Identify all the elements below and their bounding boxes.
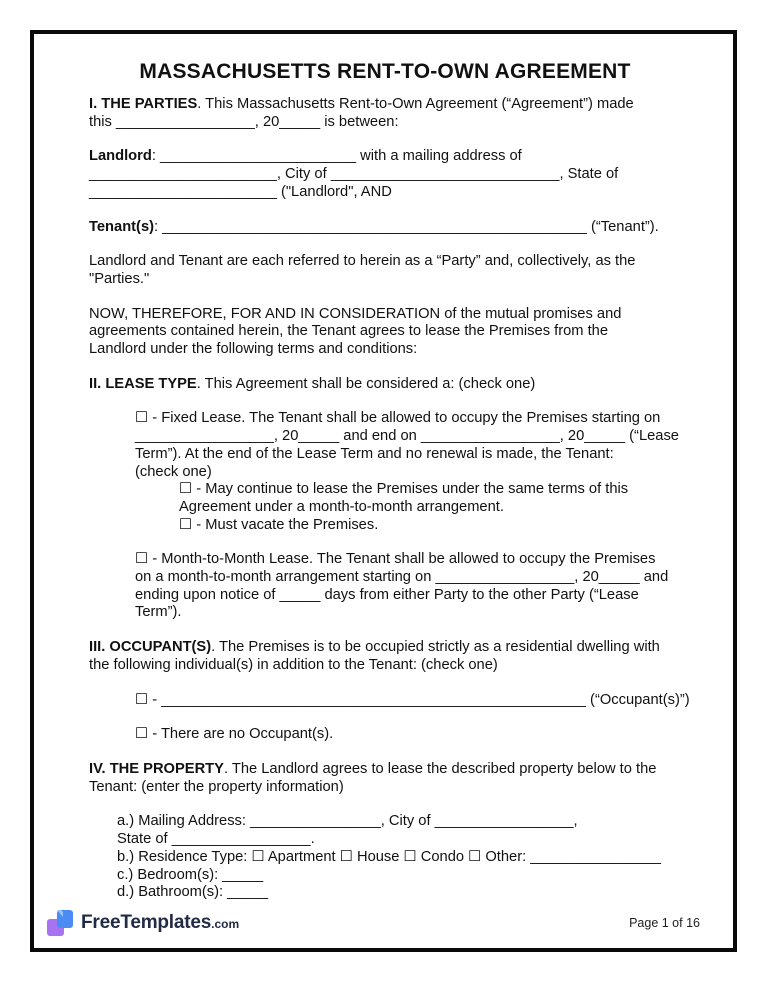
text-line xyxy=(89,219,681,237)
paragraph-tenant xyxy=(89,219,681,237)
text-run: . The Premises is to be occupied strictly as a residential dwelling with xyxy=(211,639,660,656)
paragraph-occupants xyxy=(89,639,681,674)
text-line: Landlord under the following terms and conditions: xyxy=(89,341,418,358)
text-line xyxy=(89,639,681,657)
document-title: MASSACHUSETTS RENT-TO-OWN AGREEMENT xyxy=(139,60,631,83)
checkbox-option-no-occupants: ☐ - There are no Occupant(s). xyxy=(135,726,334,743)
text-line xyxy=(89,148,681,166)
logo-fold-triangle xyxy=(57,910,63,917)
text-line: _______________________ ("Landlord", AND xyxy=(89,183,392,200)
paragraph-month-to-month xyxy=(135,551,681,622)
paragraph-party-clause xyxy=(89,253,681,288)
section-heading-parties: I. THE PARTIES xyxy=(89,96,198,112)
checkbox-option-occupant-names: ☐ - ____________________________________________________ (“Occupant(s)”) xyxy=(135,691,690,708)
section-heading-lease-type: II. LEASE TYPE xyxy=(89,375,197,392)
text-line: Term”). At the end of the Lease Term and no renewal is made, the Tenant: xyxy=(135,445,614,462)
checkbox-option-must-vacate: ☐ - Must vacate the Premises. xyxy=(179,516,379,533)
text-line xyxy=(89,96,681,114)
text-run: : ________________________ with a mailing address of xyxy=(151,148,522,165)
section-heading-occupants: III. OCCUPANT(S) xyxy=(89,639,212,656)
paragraph-occupant-blank xyxy=(135,691,690,710)
text-run: . The Landlord agrees to lease the described property below to the xyxy=(223,760,657,777)
text-line: on a month-to-month arrangement starting on _________________, 20_____ and xyxy=(135,569,669,586)
text-line xyxy=(89,761,681,779)
checkbox-option-fixed-lease: ☐ - Fixed Lease. The Tenant shall be allowed to occupy the Premises starting on xyxy=(135,410,661,427)
brand-name: FreeTemplates xyxy=(81,912,212,933)
property-item-mailing-address: a.) Mailing Address: ________________, City of _________________, xyxy=(117,813,578,830)
paragraph-property-items xyxy=(117,813,681,902)
brand-tld: .com xyxy=(211,917,240,931)
freetemplates-logo-icon xyxy=(47,909,74,937)
text-line: _______________________, City of ____________________________, State of xyxy=(89,166,619,183)
paragraph-parties xyxy=(89,96,681,131)
text-run: . This Massachusetts Rent-to-Own Agreement (“Agreement”) made xyxy=(197,96,634,112)
paragraph-lease-type xyxy=(89,376,681,394)
property-item-state: State of _________________. xyxy=(117,831,315,848)
text-line: Landlord and Tenant are each referred to herein as a “Party” and, collectively, as the xyxy=(89,253,636,270)
text-line: _________________, 20_____ and end on _________________, 20_____ (“Lease xyxy=(135,428,679,445)
text-line: (check one) xyxy=(135,463,212,480)
paragraph-property xyxy=(89,761,681,796)
text-line: Tenant: (enter the property information) xyxy=(89,778,344,795)
property-item-bedrooms: c.) Bedroom(s): _____ xyxy=(117,866,264,883)
text-line: Agreement under a month-to-month arrangement. xyxy=(179,498,504,515)
paragraph-consideration xyxy=(89,306,681,359)
text-line xyxy=(89,376,681,394)
text-line: agreements contained herein, the Tenant agrees to lease the Premises from the xyxy=(89,323,608,340)
paragraph-fixed-lease-options xyxy=(179,481,681,534)
page-number-label: Page 1 of 16 xyxy=(629,916,700,930)
text-run: . This Agreement shall be considered a: (check one) xyxy=(196,375,536,392)
paragraph-occupant-none xyxy=(135,726,681,744)
paragraph-landlord xyxy=(89,148,681,201)
landlord-label: Landlord xyxy=(89,148,152,165)
text-line: "Parties." xyxy=(89,270,150,287)
paragraph-fixed-lease xyxy=(135,410,681,481)
text-line: NOW, THEREFORE, FOR AND IN CONSIDERATION of the mutual promises and xyxy=(89,305,622,322)
brand-text-wrap xyxy=(81,912,239,934)
document-content xyxy=(34,34,733,902)
text-line: this _________________, 20_____ is between: xyxy=(89,113,399,130)
property-item-bathrooms: d.) Bathroom(s): _____ xyxy=(117,884,269,901)
checkbox-option-may-continue: ☐ - May continue to lease the Premises under the same terms of this xyxy=(179,481,629,498)
page-footer xyxy=(34,904,733,944)
document-page xyxy=(30,30,737,952)
text-line: the following individual(s) in addition to the Tenant: (check one) xyxy=(89,656,498,673)
section-heading-property: IV. THE PROPERTY xyxy=(89,760,224,777)
text-line: Term”). xyxy=(135,604,182,621)
freetemplates-brand xyxy=(47,909,239,937)
property-item-residence-type: b.) Residence Type: ☐ Apartment ☐ House ☐ Condo ☐ Other: ________________ xyxy=(117,848,661,865)
text-line: ending upon notice of _____ days from either Party to the other Party (“Lease xyxy=(135,586,639,603)
tenant-label: Tenant(s) xyxy=(89,218,155,235)
text-run: : ____________________________________________________ (“Tenant”). xyxy=(154,218,659,235)
checkbox-option-month-to-month: ☐ - Month-to-Month Lease. The Tenant shall be allowed to occupy the Premises xyxy=(135,551,656,568)
